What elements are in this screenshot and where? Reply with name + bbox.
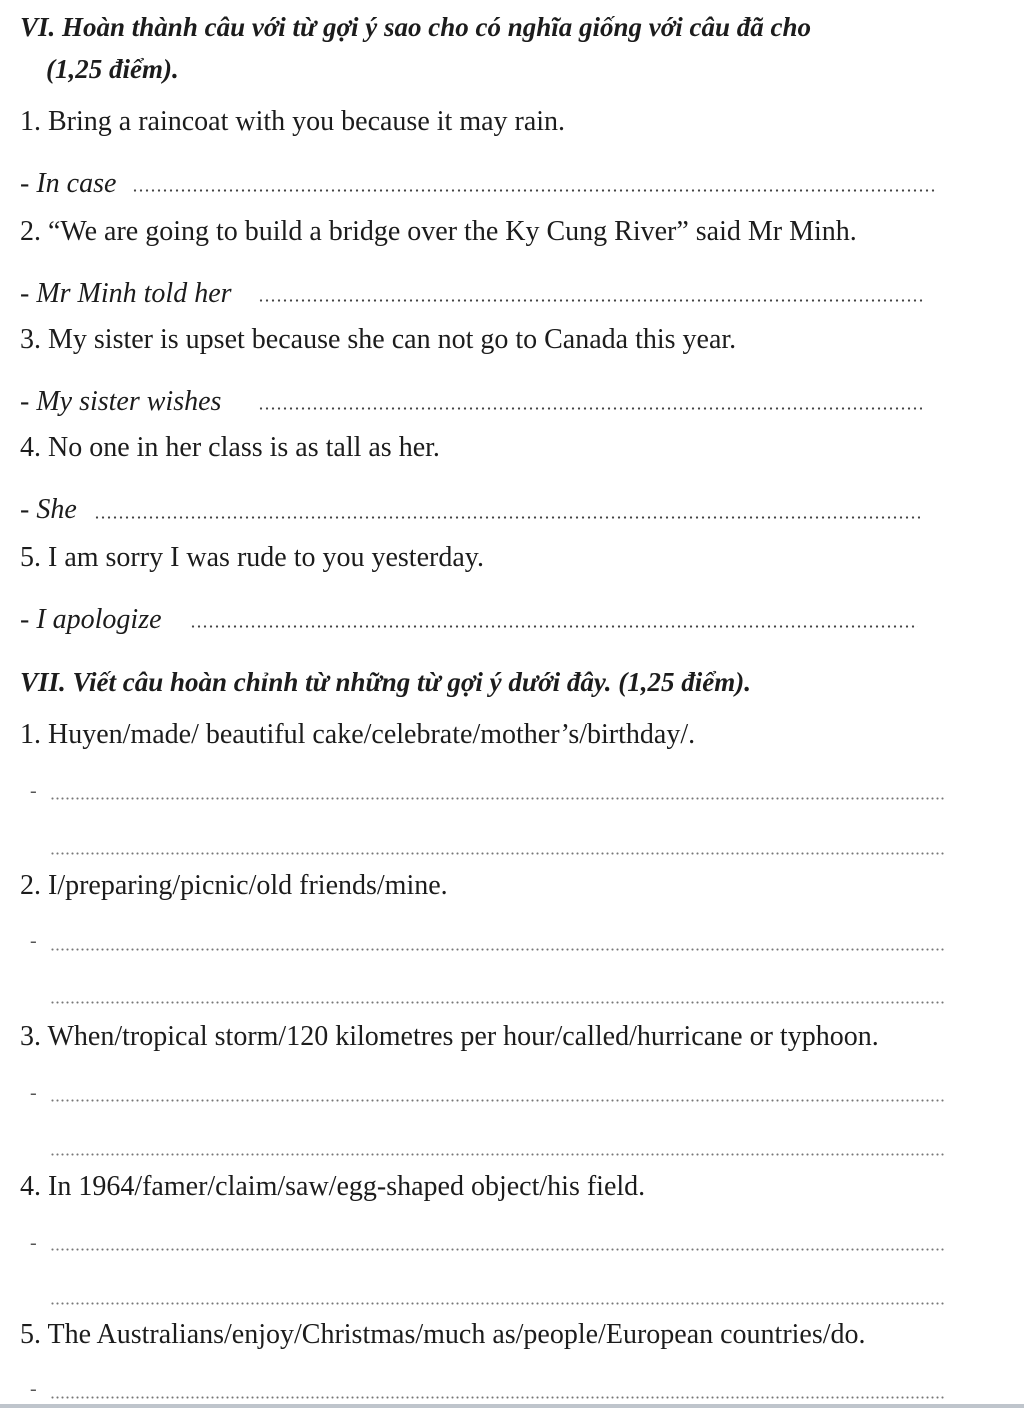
vii-answer-line-4a[interactable]	[50, 1248, 946, 1251]
vii-answer-line-3b[interactable]	[50, 1153, 946, 1156]
vi-prompt-1: - In case	[20, 168, 117, 199]
vi-prompt-4: - She	[20, 494, 77, 525]
vi-question-2: 2. “We are going to build a bridge over the Ky Cung River” said Mr Minh.	[20, 216, 857, 247]
vi-question-4: 4. No one in her class is as tall as her.	[20, 432, 440, 463]
vii-question-3: 3. When/tropical storm/120 kilometres per hour/called/hurricane or typhoon.	[20, 1021, 879, 1052]
vi-answer-line-1[interactable]	[132, 189, 936, 192]
vii-answer-line-5a[interactable]	[50, 1396, 946, 1399]
section-vi-heading-line2: (1,25 điểm).	[46, 54, 179, 84]
vi-answer-line-4[interactable]	[94, 516, 920, 519]
vii-answer-dash-4: -	[30, 1232, 37, 1254]
vi-answer-line-2[interactable]	[258, 299, 924, 302]
section-vii-heading: VII. Viết câu hoàn chỉnh từ những từ gợi ý dưới đây. (1,25 điểm).	[20, 667, 752, 697]
vii-question-4: 4. In 1964/famer/claim/saw/egg-shaped object/his field.	[20, 1171, 646, 1202]
vii-answer-dash-2: -	[30, 930, 37, 952]
vii-answer-line-3a[interactable]	[50, 1099, 946, 1102]
vi-prompt-3: - My sister wishes	[20, 386, 222, 417]
vii-answer-dash-5: -	[30, 1378, 37, 1400]
page-bottom-border	[0, 1404, 1024, 1408]
vii-answer-line-4b[interactable]	[50, 1302, 946, 1305]
vi-prompt-5: - I apologize	[20, 604, 162, 635]
vii-answer-dash-1: -	[30, 780, 37, 802]
vii-answer-line-2a[interactable]	[50, 948, 946, 951]
vi-question-5: 5. I am sorry I was rude to you yesterday.	[20, 542, 484, 573]
vii-question-5: 5. The Australians/enjoy/Christmas/much as/people/European countries/do.	[20, 1319, 866, 1350]
vi-question-1: 1. Bring a raincoat with you because it may rain.	[20, 106, 566, 137]
vii-question-2: 2. I/preparing/picnic/old friends/mine.	[20, 870, 448, 901]
vi-answer-line-3[interactable]	[258, 407, 922, 410]
vii-question-1: 1. Huyen/made/ beautiful cake/celebrate/mother’s/birthday/.	[20, 719, 696, 750]
vii-answer-line-2b[interactable]	[50, 1001, 946, 1004]
vii-answer-line-1b[interactable]	[50, 852, 946, 855]
vi-prompt-2: - Mr Minh told her	[20, 278, 232, 309]
vii-answer-line-1a[interactable]	[50, 797, 946, 800]
vi-answer-line-5[interactable]	[190, 625, 918, 628]
section-vi-heading-line1: VI. Hoàn thành câu với từ gợi ý sao cho có nghĩa giống với câu đã cho	[20, 12, 811, 42]
vii-answer-dash-3: -	[30, 1082, 37, 1104]
vi-question-3: 3. My sister is upset because she can not go to Canada this year.	[20, 324, 737, 355]
